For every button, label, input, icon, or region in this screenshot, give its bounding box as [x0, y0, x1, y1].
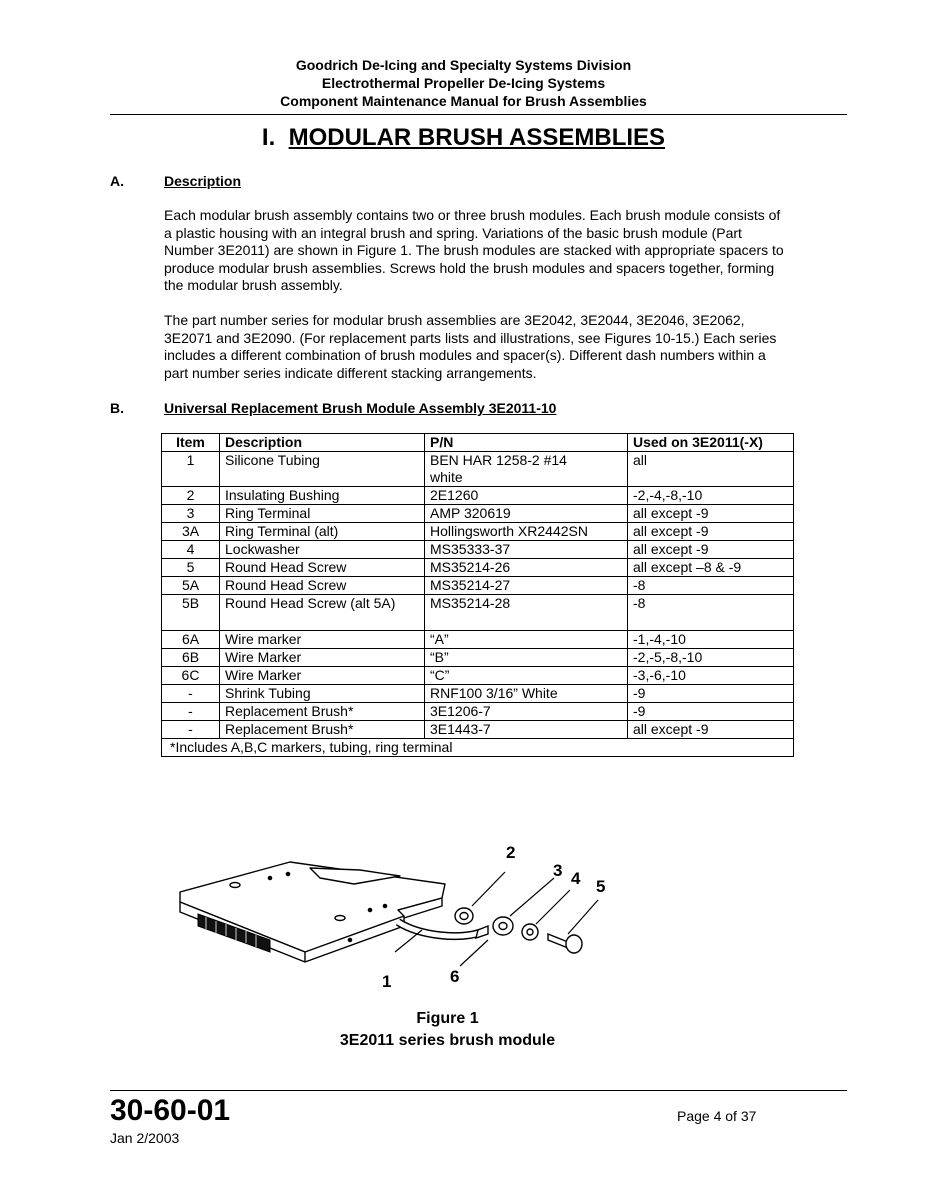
- cell-description: Ring Terminal: [220, 505, 425, 523]
- table-row: [162, 667, 794, 685]
- cell-pn: “C”: [425, 667, 628, 685]
- paragraph-line: a plastic housing with an integral brush and spring. Variations of the basic brush module (Part: [164, 224, 742, 241]
- section-b-letter: B.: [110, 400, 124, 416]
- cell-description: Wire marker: [220, 631, 425, 649]
- table-row: [162, 631, 794, 649]
- table-footnote-row: [162, 739, 794, 757]
- paragraph-line: includes a different combination of brush modules and spacer(s). Different dash numbers within a: [164, 347, 766, 363]
- cell-description: Round Head Screw: [220, 559, 425, 577]
- cell-description: Insulating Bushing: [220, 487, 425, 505]
- cell-description: Round Head Screw (alt 5A): [220, 595, 425, 631]
- cell-item: 4: [162, 541, 220, 559]
- cell-pn: AMP 320619: [425, 505, 628, 523]
- callout-1: 1: [382, 972, 392, 991]
- cell-item: 5A: [162, 577, 220, 595]
- cell-description: Round Head Screw: [220, 577, 425, 595]
- section-b-title: Universal Replacement Brush Module Assembly 3E2011-10: [164, 400, 557, 416]
- table-row: [162, 452, 794, 487]
- table-footnote: *Includes A,B,C markers, tubing, ring terminal: [162, 739, 794, 757]
- ring-terminal: [476, 926, 488, 938]
- leader-line: [395, 930, 422, 952]
- table-header-row: [162, 434, 794, 452]
- cell-item: 5: [162, 559, 220, 577]
- table-row: [162, 721, 794, 739]
- section-a-letter: A.: [110, 173, 124, 189]
- cell-pn: 2E1260: [425, 487, 628, 505]
- paragraph-line: The part number series for modular brush assemblies are 3E2042, 3E2044, 3E2046, 3E2062,: [164, 312, 745, 328]
- paragraph-line: Each modular brush assembly contains two or three brush modules. Each brush module consists of: [164, 207, 781, 223]
- paragraph-line: Number 3E2011) are shown in Figure 1. The brush modules are stacked with appropriate spacers to: [164, 242, 784, 258]
- cell-used-on: all except -9: [628, 541, 794, 559]
- figure-label: Figure 1: [416, 1010, 479, 1027]
- cell-pn-line: white: [430, 469, 463, 485]
- table-row: [162, 559, 794, 577]
- cell-item: 1: [162, 452, 220, 487]
- leader-line: [460, 940, 488, 966]
- cell-used-on: -2,-5,-8,-10: [628, 649, 794, 667]
- cell-description: Shrink Tubing: [220, 685, 425, 703]
- cell-item: 3: [162, 505, 220, 523]
- column-header-pn: P/N: [425, 434, 628, 452]
- callout-2: 2: [506, 843, 516, 862]
- cell-pn: MS35214-27: [425, 577, 628, 595]
- document-number: 30-60-01: [110, 1094, 231, 1127]
- cell-used-on: all except -9: [628, 505, 794, 523]
- cell-description: Ring Terminal (alt): [220, 523, 425, 541]
- table-row: [162, 577, 794, 595]
- brush-module-illustration: [170, 840, 640, 1000]
- cell-description: Replacement Brush*: [220, 703, 425, 721]
- table-row: [162, 595, 794, 631]
- cell-item: -: [162, 721, 220, 739]
- callout-5: 5: [596, 877, 606, 896]
- paragraph-line: part number series indicate different stacking arrangements.: [164, 364, 537, 381]
- header-rule: [110, 114, 847, 115]
- cell-pn: 3E1206-7: [425, 703, 628, 721]
- description-paragraph-2: [164, 312, 854, 382]
- cell-pn: MS35333-37: [425, 541, 628, 559]
- chapter-title: [0, 124, 927, 152]
- parts-table: [161, 433, 794, 757]
- header-system: Electrothermal Propeller De-Icing Systems: [321, 75, 606, 91]
- cell-item: 6A: [162, 631, 220, 649]
- column-header-item: Item: [162, 434, 220, 452]
- cell-used-on: -8: [628, 577, 794, 595]
- table-row: [162, 523, 794, 541]
- cell-used-on: -2,-4,-8,-10: [628, 487, 794, 505]
- cell-pn: “B”: [425, 649, 628, 667]
- header-division: Goodrich De-Icing and Specialty Systems Division: [295, 57, 632, 73]
- table-row: [162, 703, 794, 721]
- chapter-number: I.: [261, 124, 276, 151]
- cell-used-on: all: [628, 452, 794, 487]
- cell-used-on: -1,-4,-10: [628, 631, 794, 649]
- leader-line: [568, 900, 598, 934]
- cell-pn: 3E1443-7: [425, 721, 628, 739]
- callout-4: 4: [571, 869, 581, 888]
- paragraph-line: the modular brush assembly.: [164, 277, 343, 293]
- cell-used-on: all except –8 & -9: [628, 559, 794, 577]
- cell-item: -: [162, 685, 220, 703]
- leader-line: [472, 872, 505, 906]
- cell-used-on: -9: [628, 685, 794, 703]
- table-row: [162, 541, 794, 559]
- cell-pn: [425, 452, 628, 487]
- cell-pn: MS35214-28: [425, 595, 628, 631]
- table-row: [162, 505, 794, 523]
- cell-item: 5B: [162, 595, 220, 631]
- cell-item: 6C: [162, 667, 220, 685]
- document-date: Jan 2/2003: [110, 1130, 180, 1146]
- cell-description: Silicone Tubing: [220, 452, 425, 487]
- cell-used-on: -3,-6,-10: [628, 667, 794, 685]
- cell-description: Replacement Brush*: [220, 721, 425, 739]
- cell-description: Lockwasher: [220, 541, 425, 559]
- cell-item: 3A: [162, 523, 220, 541]
- figure-caption: 3E2011 series brush module: [339, 1032, 556, 1049]
- cell-description: Wire Marker: [220, 667, 425, 685]
- cell-used-on: all except -9: [628, 721, 794, 739]
- cell-item: -: [162, 703, 220, 721]
- round-head-screw: [548, 934, 568, 948]
- cell-item: 2: [162, 487, 220, 505]
- housing-top-face: [180, 862, 445, 952]
- chapter-name: MODULAR BRUSH ASSEMBLIES: [288, 124, 666, 151]
- footer-rule: [110, 1090, 847, 1091]
- callout-3: 3: [553, 861, 563, 880]
- column-header-used-on: Used on 3E2011(-X): [628, 434, 794, 452]
- page-number: Page 4 of 37: [677, 1108, 757, 1124]
- table-row: [162, 487, 794, 505]
- leader-line: [536, 890, 570, 924]
- cell-pn: Hollingsworth XR2442SN: [425, 523, 628, 541]
- cell-pn-line: BEN HAR 1258-2 #14: [430, 452, 567, 468]
- paragraph-line: 3E2071 and 3E2090. (For replacement parts lists and illustrations, see Figures 10-15.) Each series: [164, 329, 777, 346]
- section-a-title: Description: [164, 173, 242, 189]
- leader-line: [510, 878, 554, 916]
- header-manual: Component Maintenance Manual for Brush Assemblies: [280, 93, 647, 109]
- cell-description: Wire Marker: [220, 649, 425, 667]
- cell-pn: “A”: [425, 631, 628, 649]
- paragraph-line: produce modular brush assemblies. Screws hold the brush modules and spacers together, forming: [164, 259, 775, 276]
- cell-used-on: -9: [628, 703, 794, 721]
- cell-pn: MS35214-26: [425, 559, 628, 577]
- cell-used-on: all except -9: [628, 523, 794, 541]
- callout-6: 6: [450, 967, 460, 986]
- cell-item: 6B: [162, 649, 220, 667]
- column-header-description: Description: [220, 434, 425, 452]
- cell-pn: RNF100 3/16” White: [425, 685, 628, 703]
- table-row: [162, 685, 794, 703]
- description-paragraph-1: [164, 207, 854, 295]
- cell-used-on: -8: [628, 595, 794, 631]
- table-row: [162, 649, 794, 667]
